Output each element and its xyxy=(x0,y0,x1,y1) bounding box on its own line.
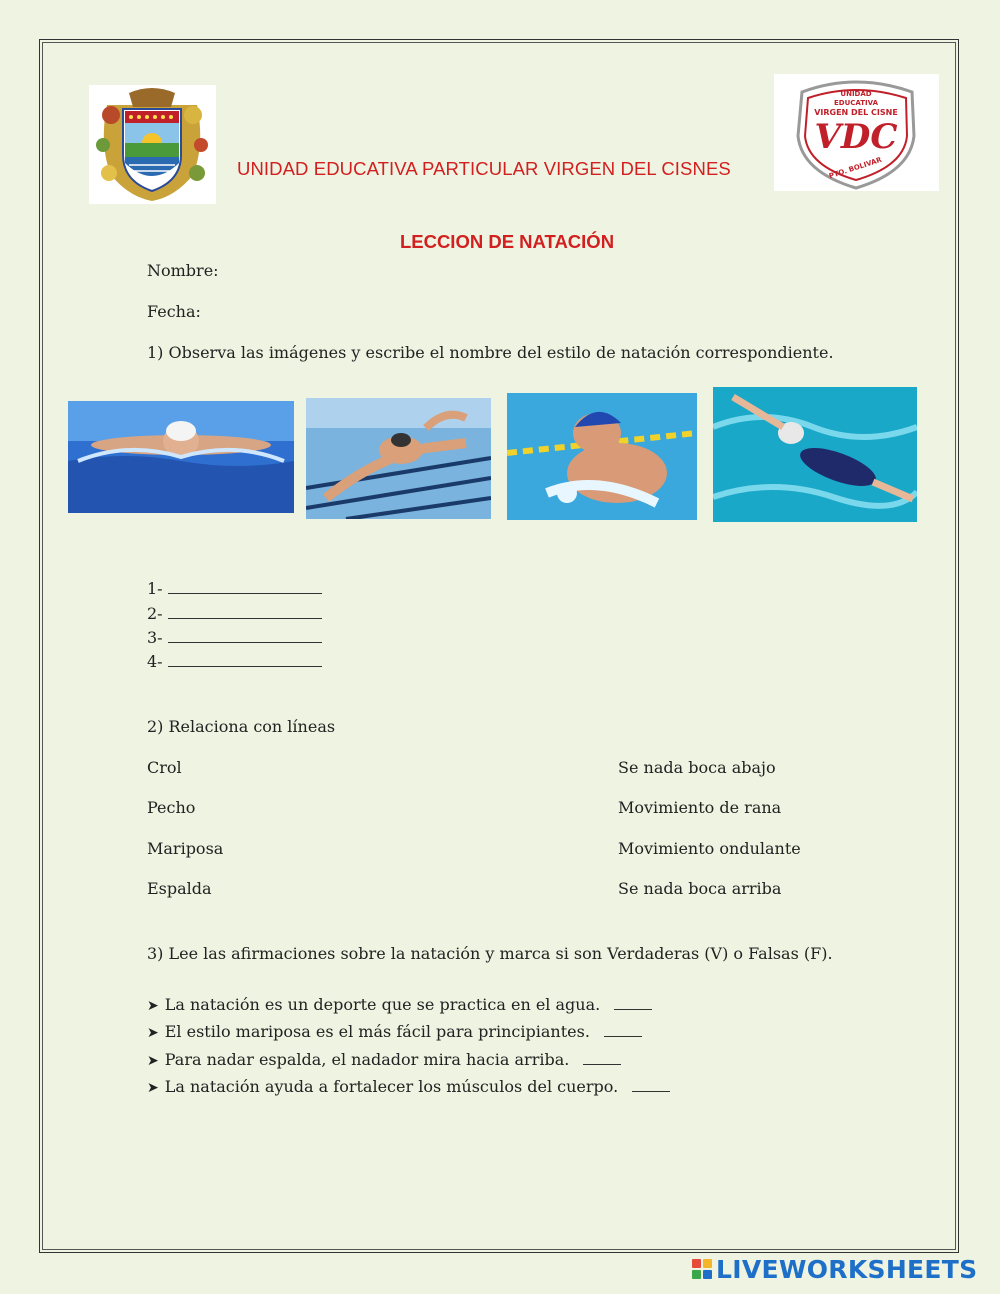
answer-label-3: 3- xyxy=(147,628,168,647)
statement-text-2: El estilo mariposa es el más fácil para principiantes. xyxy=(164,1022,590,1041)
arrow-bullet-icon: ➤ xyxy=(147,1080,159,1096)
question-3-prompt: 3) Lee las afirmaciones sobre la natación y marca si son Verdaderas (V) o Falsas (F). xyxy=(147,944,833,963)
butterfly-swimmer-photo xyxy=(68,401,294,513)
answer-line-1[interactable] xyxy=(147,579,322,598)
match-left-crol[interactable]: Crol xyxy=(147,758,182,777)
name-label: Nombre: xyxy=(147,261,219,280)
match-right-1[interactable]: Se nada boca abajo xyxy=(618,758,776,777)
match-right-4[interactable]: Se nada boca arriba xyxy=(618,879,782,898)
statement-text-1: La natación es un deporte que se practica en el agua. xyxy=(164,995,601,1014)
statement-answer-1[interactable] xyxy=(614,1009,652,1010)
statement-text-4: La natación ayuda a fortalecer los músculos del cuerpo. xyxy=(164,1077,619,1096)
statement-text-3: Para nadar espalda, el nadador mira hacia arriba. xyxy=(164,1050,570,1069)
answer-label-2: 2- xyxy=(147,604,168,623)
logo-text-vdc: VDC xyxy=(814,117,898,157)
answer-label-1: 1- xyxy=(147,579,168,598)
arrow-bullet-icon: ➤ xyxy=(147,1053,159,1069)
answer-blank-4[interactable] xyxy=(168,666,322,667)
match-right-2[interactable]: Movimiento de rana xyxy=(618,798,782,817)
answer-label-4: 4- xyxy=(147,652,168,671)
logo-text-virgen: VIRGEN DEL CISNE xyxy=(814,108,898,117)
match-left-pecho[interactable]: Pecho xyxy=(147,798,196,817)
answer-blank-1[interactable] xyxy=(168,593,322,594)
logo-text-unidad: UNIDAD xyxy=(840,90,872,98)
liveworksheets-grid-icon xyxy=(692,1259,712,1279)
answer-line-4[interactable] xyxy=(147,652,322,671)
statement-answer-2[interactable] xyxy=(604,1036,642,1037)
coat-of-arms-logo xyxy=(89,85,216,204)
answer-line-2[interactable] xyxy=(147,604,322,623)
statement-answer-4[interactable] xyxy=(632,1091,670,1092)
match-left-espalda[interactable]: Espalda xyxy=(147,879,212,898)
vdc-school-logo xyxy=(774,74,939,191)
school-name: UNIDAD EDUCATIVA PARTICULAR VIRGEN DEL CISNES xyxy=(237,158,731,179)
statement-answer-3[interactable] xyxy=(583,1064,621,1065)
statement-4 xyxy=(147,1077,670,1096)
backstroke-swimmer-photo xyxy=(713,387,917,522)
liveworksheets-wordmark: LIVEWORKSHEETS xyxy=(716,1254,978,1284)
statement-1 xyxy=(147,995,652,1014)
liveworksheets-logo[interactable] xyxy=(692,1254,977,1284)
arrow-bullet-icon: ➤ xyxy=(147,998,159,1014)
freestyle-swimmer-photo xyxy=(306,398,491,519)
lesson-title: LECCION DE NATACIÓN xyxy=(399,231,615,252)
answer-blank-3[interactable] xyxy=(168,642,322,643)
statement-2 xyxy=(147,1022,642,1041)
match-left-mariposa[interactable]: Mariposa xyxy=(147,839,224,858)
breaststroke-swimmer-photo xyxy=(507,393,697,520)
answer-blank-2[interactable] xyxy=(168,618,322,619)
answer-line-3[interactable] xyxy=(147,628,322,647)
statement-3 xyxy=(147,1050,621,1069)
match-right-3[interactable]: Movimiento ondulante xyxy=(618,839,801,858)
question-1-prompt: 1) Observa las imágenes y escribe el nombre del estilo de natación correspondiente. xyxy=(147,343,834,362)
arrow-bullet-icon: ➤ xyxy=(147,1025,159,1041)
logo-text-educativa: EDUCATIVA xyxy=(833,99,879,107)
date-label: Fecha: xyxy=(147,302,201,321)
question-2-prompt: 2) Relaciona con líneas xyxy=(147,717,336,736)
logo-text-pto-bolivar: PTO. BOLIVAR xyxy=(828,155,883,181)
